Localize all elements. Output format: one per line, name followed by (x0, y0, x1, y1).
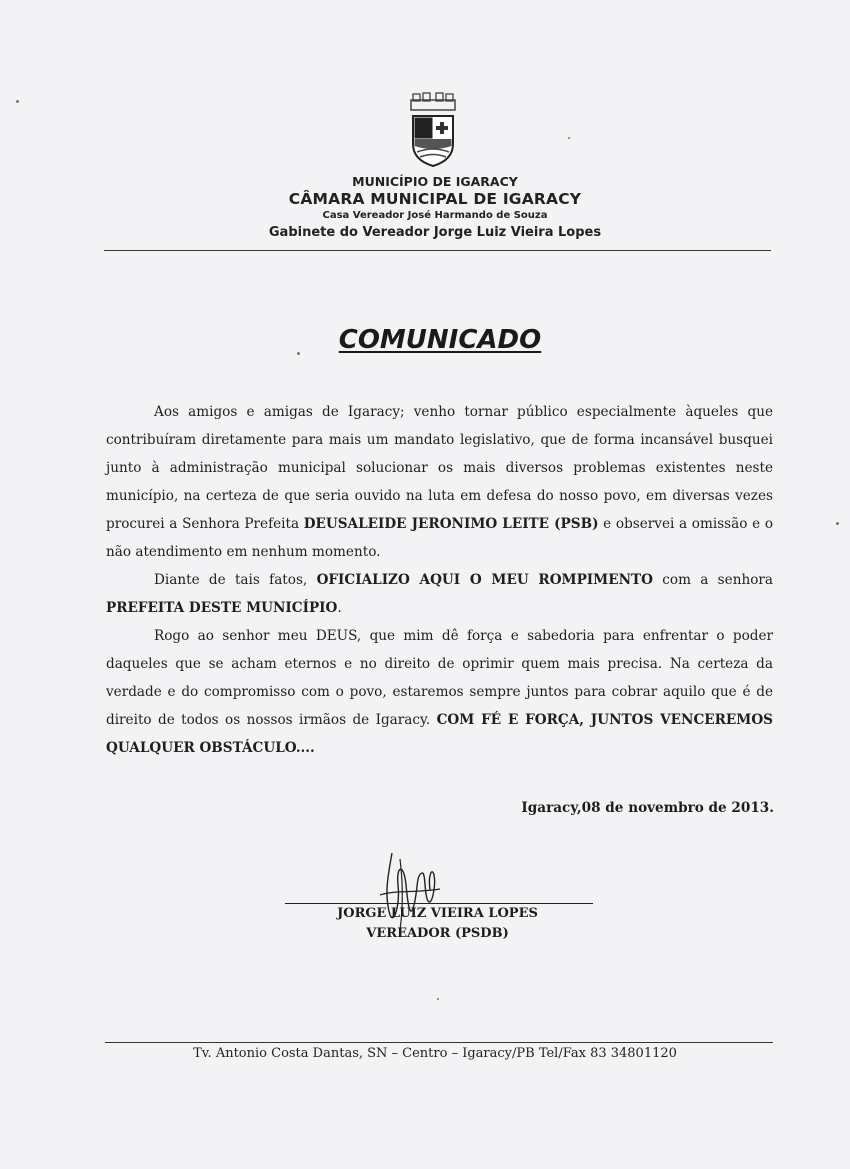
paragraph-2: Diante de tais fatos, OFICIALIZO AQUI O MEU ROMPIMENTO com a senhora PREFEITA DESTE MUNICÍPIO. (106, 572, 773, 616)
chamber-heading: CÂMARA MUNICIPAL DE IGARACY (288, 190, 582, 208)
paragraph-1: Aos amigos e amigas de Igaracy; venho tornar público especialmente àqueles que contribuíram diretamente para mais um mandato legislativo, que de forma incansável busquei junto à administração municipal solucionar os mais diversos problemas existentes neste município, na certeza de que seria ouvido na luta em defesa do nosso povo, em diversas vezes procurei a Senhora Prefeita DEUSALEIDE JERONIMO LEITE (PSB) e observei a omissão e o não atendimento em nenhum momento. (106, 404, 774, 560)
scan-speck (437, 998, 439, 1000)
scan-speck (836, 522, 839, 525)
document-date: Igaracy,08 de novembro de 2013. (521, 800, 774, 816)
house-subheading: Casa Vereador José Harmando de Souza (322, 210, 548, 221)
signer-name: JORGE LUIZ VIEIRA LOPES (337, 906, 538, 921)
scan-speck (568, 137, 570, 139)
document-title: COMUNICADO (338, 325, 542, 355)
scan-speck (297, 352, 300, 355)
footer-divider (105, 1042, 773, 1043)
header-divider (104, 250, 771, 251)
document-body (106, 398, 773, 762)
office-subheading: Gabinete do Vereador Jorge Luiz Vieira Lopes (268, 225, 602, 240)
scan-speck (16, 100, 19, 103)
coat-of-arms-emblem (403, 92, 463, 170)
municipality-heading: MUNICÍPIO DE IGARACY (352, 174, 518, 189)
footer-address: Tv. Antonio Costa Dantas, SN – Centro – Igaracy/PB Tel/Fax 83 34801120 (193, 1046, 677, 1061)
handwritten-signature (370, 845, 450, 935)
signature-line (285, 903, 593, 904)
paragraph-3: Rogo ao senhor meu DEUS, que mim dê força e sabedoria para enfrentar o poder daqueles que se acham eternos e no direito de oprimir quem mais precisa. Na certeza da verdade e do compromisso com o povo, estaremos sempre juntos para cobrar aquilo que é de direito de todos os nossos irmãos de Igaracy. COM FÉ E FORÇA, JUNTOS VENCEREMOS QUALQUER OBSTÁCULO.... (106, 628, 773, 756)
signer-role: VEREADOR (PSDB) (366, 926, 509, 941)
